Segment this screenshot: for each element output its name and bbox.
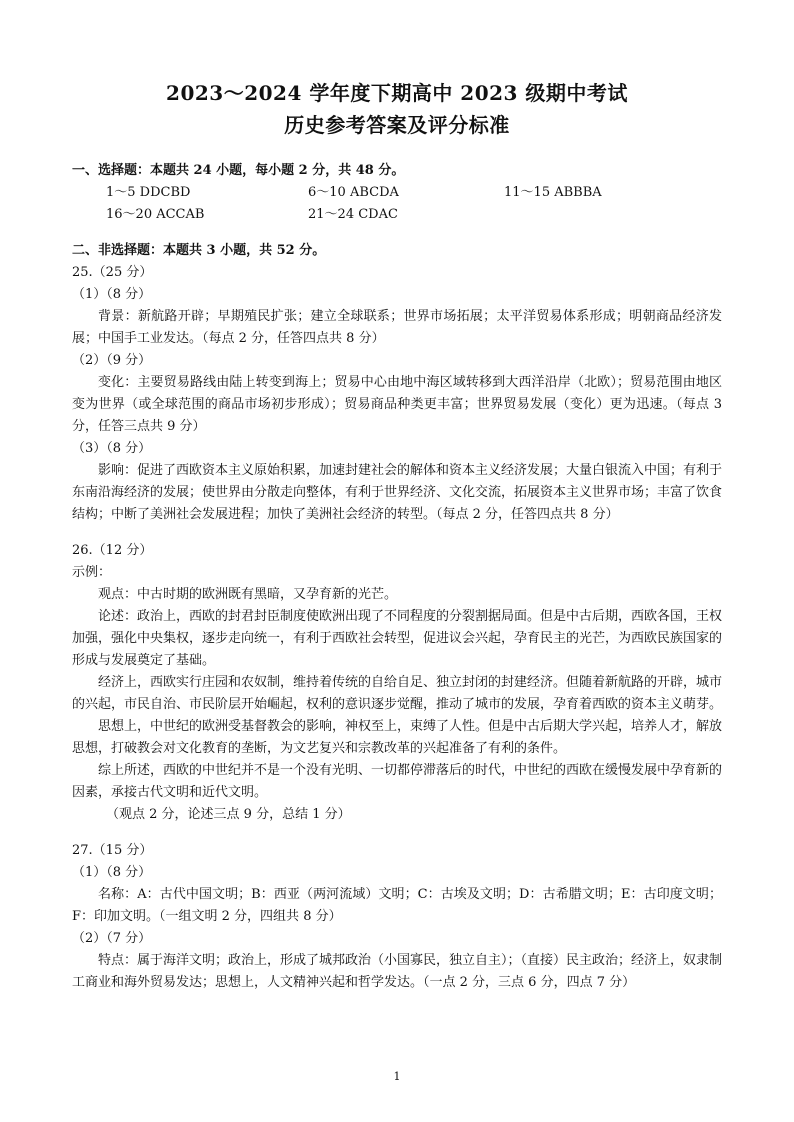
section-multiple-choice-heading: 一、选择题：本题共 24 小题，每小题 2 分，共 48 分。 bbox=[72, 163, 405, 178]
answer-group: 1～5 DDCBD bbox=[106, 185, 191, 200]
question-27-part-1-label: （1）（8 分） bbox=[72, 865, 152, 880]
answer-content bbox=[72, 160, 722, 994]
page-number: 1 bbox=[393, 1070, 401, 1083]
question-27-part-1-answer: 名称：A：古代中国文明；B：西亚（两河流域）文明；C：古埃及文明；D：古希腊文明；E：古印度文明；F：印加文明。（一组文明 2 分，四组共 8 分） bbox=[72, 887, 722, 924]
question-25-part-2-label: （2）（9 分） bbox=[72, 353, 152, 368]
page-subtitle: 历史参考答案及评分标准 bbox=[284, 113, 510, 137]
question-26-summary: 综上所述，西欧的中世纪并不是一个没有光明、一切都停滞落后的时代，中世纪的西欧在缓慢发展中孕育新的因素，承接古代文明和近代文明。 bbox=[72, 763, 723, 800]
question-25-part-1-answer: 背景：新航路开辟；早期殖民扩张；建立全球联系；世界市场拓展；太平洋贸易体系形成；明朝商品经济发展；中国手工业发达。（每点 2 分，任答四点共 8 分） bbox=[72, 309, 722, 346]
question-26-viewpoint: 观点：中古时期的欧洲既有黑暗，又孕育新的光芒。 bbox=[98, 587, 398, 602]
answer-row bbox=[72, 182, 722, 204]
section-open-questions-heading: 二、非选择题：本题共 3 小题，共 52 分。 bbox=[72, 243, 326, 258]
question-25-part-3-answer: 影响：促进了西欧资本主义原始积累，加速封建社会的解体和资本主义经济发展；大量白银流入中国；有利于东南沿海经济的发展；使世界由分散走向整体，有利于世界经济、文化交流，拓展资本主义世界市场；丰富了饮食结构；中断了美洲社会发展进程；加快了美洲社会经济的转型。（每点 2 分，任答四点共 8 分） bbox=[72, 463, 723, 522]
question-26-scoring: （观点 2 分，论述三点 9 分，总结 1 分） bbox=[106, 807, 351, 822]
question-26-number: 26.（12 分） bbox=[72, 543, 153, 558]
question-26-argument-economy: 经济上，西欧实行庄园和农奴制，维持着传统的自给自足、独立封闭的封建经济。但随着新航路的开辟，城市的兴起，市民自治、市民阶层开始崛起，权利的意识逐步觉醒，推动了城市的发展，孕育着西欧的资本主义萌芽。 bbox=[72, 675, 723, 712]
question-25-part-2-answer: 变化：主要贸易路线由陆上转变到海上；贸易中心由地中海区域转移到大西洋沿岸（北欧）；贸易范围由地区变为世界（或全球范围的商品市场初步形成）；贸易商品种类更丰富；世界贸易发展（变化）更为迅速。（每点 3 分，任答三点共 9 分） bbox=[72, 375, 722, 434]
question-25-part-3-label: （3）（8 分） bbox=[72, 441, 152, 456]
answer-row bbox=[72, 204, 722, 226]
answer-group: 16～20 ACCAB bbox=[106, 207, 205, 222]
page-title: 2023～2024 学年度下期高中 2023 级期中考试 bbox=[166, 81, 628, 105]
question-26-argument-politics: 论述：政治上，西欧的封君封臣制度使欧洲出现了不同程度的分裂割据局面。但是中古后期，西欧各国，王权加强，强化中央集权，逐步走向统一，有利于西欧社会转型，促进议会兴起，孕育民主的光芒，为西欧民族国家的形成与发展奠定了基础。 bbox=[72, 609, 723, 668]
answer-group: 6～10 ABCDA bbox=[308, 185, 399, 200]
answer-group: 21～24 CDAC bbox=[308, 207, 398, 222]
answer-group: 11～15 ABBBA bbox=[504, 185, 602, 200]
question-25-number: 25.（25 分） bbox=[72, 265, 153, 280]
question-27-part-2-label: （2）（7 分） bbox=[72, 931, 152, 946]
question-27-number: 27.（15 分） bbox=[72, 843, 153, 858]
question-25-part-1-label: （1）（8 分） bbox=[72, 287, 152, 302]
question-26-argument-thought: 思想上，中世纪的欧洲受基督教会的影响，神权至上，束缚了人性。但是中古后期大学兴起，培养人才，解放思想，打破教会对文化教育的垄断，为文艺复兴和宗教改革的兴起准备了有利的条件。 bbox=[72, 719, 723, 756]
question-27-part-2-answer: 特点：属于海洋文明；政治上，形成了城邦政治（小国寡民，独立自主）；（直接）民主政治；经济上，奴隶制工商业和海外贸易发达；思想上，人文精神兴起和哲学发达。（一点 2 分，三点 6 分，四点 7 分） bbox=[72, 953, 723, 990]
question-26-example-label: 示例： bbox=[72, 565, 112, 580]
